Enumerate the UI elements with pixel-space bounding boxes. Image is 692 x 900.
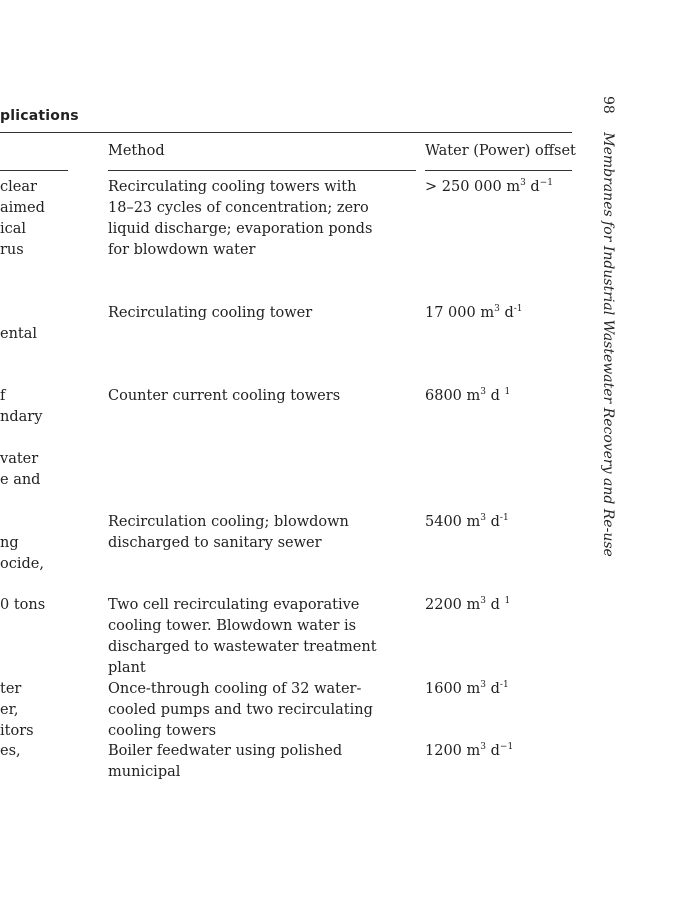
offset-exponent: 3 xyxy=(480,596,486,607)
method-cell xyxy=(108,512,349,554)
left-cell-line: itors xyxy=(0,723,34,739)
header-rule-method xyxy=(108,170,416,171)
method-cell xyxy=(108,595,377,679)
method-line: for blowdown water xyxy=(108,242,256,258)
offset-value: 6800 m xyxy=(425,388,481,404)
method-line: cooling tower. Blowdown water is xyxy=(108,618,357,634)
offset-value: 1200 m xyxy=(425,743,481,759)
left-cell-line: es, xyxy=(0,743,21,759)
offset-exponent: 3 xyxy=(480,387,486,398)
method-line: Recirculating cooling towers with xyxy=(108,179,357,195)
offset-unit: d xyxy=(486,388,505,404)
offset-unit-exponent: −1 xyxy=(499,742,514,753)
method-line: Two cell recirculating evaporative xyxy=(108,597,360,613)
left-cell-line: vater xyxy=(0,451,39,467)
method-cell xyxy=(108,303,312,324)
left-cell-line xyxy=(0,303,37,324)
offset-unit: d xyxy=(486,743,500,759)
method-line: discharged to sanitary sewer xyxy=(108,535,322,551)
table-row-left-text xyxy=(0,512,44,575)
table-row-left-text xyxy=(0,741,21,762)
offset-unit-exponent: 1 xyxy=(504,387,511,398)
table-row-left-text xyxy=(0,303,37,345)
offset-unit: d xyxy=(486,681,500,697)
running-header xyxy=(600,96,616,557)
offset-cell xyxy=(425,303,523,324)
header-rule-left xyxy=(0,170,68,171)
left-cell-line: clear xyxy=(0,179,37,195)
offset-value: 17 000 m xyxy=(425,305,495,321)
offset-exponent: 3 xyxy=(480,680,486,691)
left-cell-line: er, xyxy=(0,702,19,718)
top-rule xyxy=(0,132,572,133)
method-line: Counter current cooling towers xyxy=(108,388,341,404)
left-cell-line: ental xyxy=(0,326,38,342)
left-cell-line: ndary xyxy=(0,409,43,425)
method-line: Boiler feedwater using polished xyxy=(108,743,343,759)
left-cell-line: ter xyxy=(0,681,22,697)
left-cell-line xyxy=(0,512,44,533)
left-cell-line: ocide, xyxy=(0,556,44,572)
method-line: discharged to wastewater treatment xyxy=(108,639,377,655)
method-cell xyxy=(108,177,372,261)
left-cell-line: f xyxy=(0,388,6,404)
column-header-method: Method xyxy=(108,143,165,159)
method-line: municipal xyxy=(108,764,181,780)
offset-cell xyxy=(425,177,553,198)
table-row-left-text xyxy=(0,595,45,616)
column-header-offset: Water (Power) offset xyxy=(425,143,576,159)
page-number: 98 xyxy=(600,96,616,114)
table-row-left-text xyxy=(0,386,42,491)
offset-cell xyxy=(425,679,509,700)
offset-unit-exponent: −1 xyxy=(539,178,554,189)
left-cell-line: 0 tons xyxy=(0,597,46,613)
offset-exponent: 3 xyxy=(480,742,486,753)
offset-value: 2200 m xyxy=(425,597,481,613)
offset-cell xyxy=(425,741,513,762)
left-cell-line: e and xyxy=(0,472,41,488)
method-line: cooling towers xyxy=(108,723,217,739)
method-cell xyxy=(108,679,373,742)
offset-value: 5400 m xyxy=(425,514,481,530)
method-cell xyxy=(108,741,342,783)
table-row-left-text xyxy=(0,679,34,742)
offset-unit: d xyxy=(486,597,505,613)
method-line: Once-through cooling of 32 water- xyxy=(108,681,362,697)
offset-value: > 250 000 m xyxy=(425,179,521,195)
left-cell-line: rus xyxy=(0,242,24,258)
method-line: Recirculating cooling tower xyxy=(108,305,313,321)
table-title: plications xyxy=(0,108,79,124)
offset-unit-exponent: -1 xyxy=(513,304,523,315)
offset-cell xyxy=(425,386,510,407)
offset-unit: d xyxy=(525,179,540,195)
offset-unit: d xyxy=(499,305,514,321)
left-cell-line: ng xyxy=(0,535,19,551)
book-title: Membranes for Industrial Wastewater Recovery and Re-use xyxy=(600,132,616,557)
left-cell-line: ical xyxy=(0,221,27,237)
offset-unit-exponent: 1 xyxy=(504,596,511,607)
offset-exponent: 3 xyxy=(494,304,500,315)
offset-exponent: 3 xyxy=(480,513,486,524)
left-cell-line: aimed xyxy=(0,200,45,216)
method-line: liquid discharge; evaporation ponds xyxy=(108,221,373,237)
offset-cell xyxy=(425,595,510,616)
table-row-left-text xyxy=(0,177,45,261)
offset-unit: d xyxy=(486,514,500,530)
offset-unit-exponent: -1 xyxy=(499,680,509,691)
method-line: plant xyxy=(108,660,146,676)
offset-cell xyxy=(425,512,509,533)
header-rule-offset xyxy=(425,170,572,171)
method-line: 18–23 cycles of concentration; zero xyxy=(108,200,369,216)
left-cell-line xyxy=(0,428,42,449)
offset-unit-exponent: -1 xyxy=(499,513,509,524)
offset-value: 1600 m xyxy=(425,681,481,697)
method-line: cooled pumps and two recirculating xyxy=(108,702,373,718)
method-cell xyxy=(108,386,340,407)
offset-exponent: 3 xyxy=(520,178,526,189)
method-line: Recirculation cooling; blowdown xyxy=(108,514,349,530)
